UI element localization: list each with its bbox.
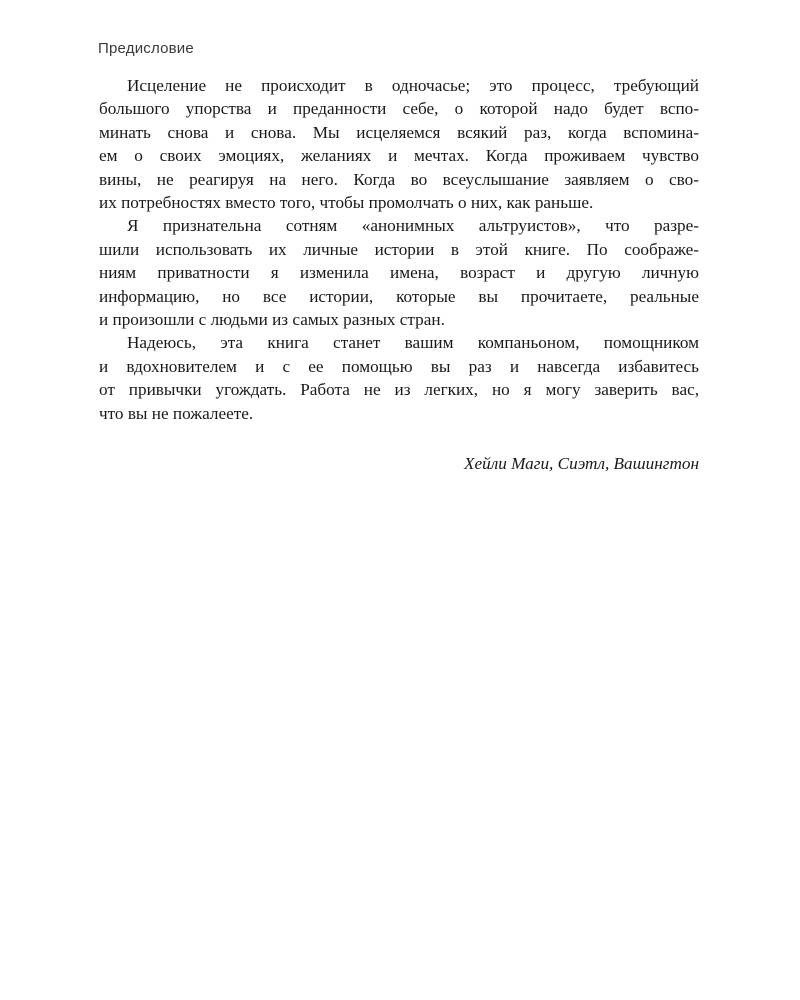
text-line: Я признательна сотням «анонимных альтруистов», что разре- xyxy=(127,216,699,236)
text-line: их потребностях вместо того, чтобы промолчать о них, как раньше. xyxy=(99,193,594,213)
preface-body xyxy=(99,74,699,425)
paragraph-2 xyxy=(99,214,699,331)
text-line: и произошли с людьми из самых разных стран. xyxy=(99,310,445,330)
text-line: ниям приватности я изменила имена, возраст и другую личную xyxy=(99,263,699,283)
text-line: шили использовать их личные истории в этой книге. По соображе- xyxy=(99,239,699,259)
text-line: ем о своих эмоциях, желаниях и мечтах. Когда проживаем чувство xyxy=(99,146,699,166)
text-line: и вдохновителем и с ее помощью вы раз и навсегда избавитесь xyxy=(99,356,699,376)
text-line: вины, не реагируя на него. Когда во всеуслышание заявляем о сво- xyxy=(99,169,699,189)
paragraph-1 xyxy=(99,74,699,214)
text-line: что вы не пожалеете. xyxy=(99,403,254,423)
text-line: информацию, но все истории, которые вы прочитаете, реальные xyxy=(99,286,699,306)
paragraph-3 xyxy=(99,331,699,425)
text-line: большого упорства и преданности себе, о которой надо будет вспо- xyxy=(99,99,699,119)
text-line: от привычки угождать. Работа не из легких, но я могу заверить вас, xyxy=(99,380,699,400)
text-line: Надеюсь, эта книга станет вашим компаньоном, помощником xyxy=(127,333,699,353)
running-header: Предисловие xyxy=(98,40,194,57)
text-line: Исцеление не происходит в одночасье; это процесс, требующий xyxy=(127,76,699,95)
author-signature: Хейли Маги, Сиэтл, Вашингтон xyxy=(463,454,699,473)
text-line: минать снова и снова. Мы исцеляемся всякий раз, когда вспомина- xyxy=(99,122,699,142)
